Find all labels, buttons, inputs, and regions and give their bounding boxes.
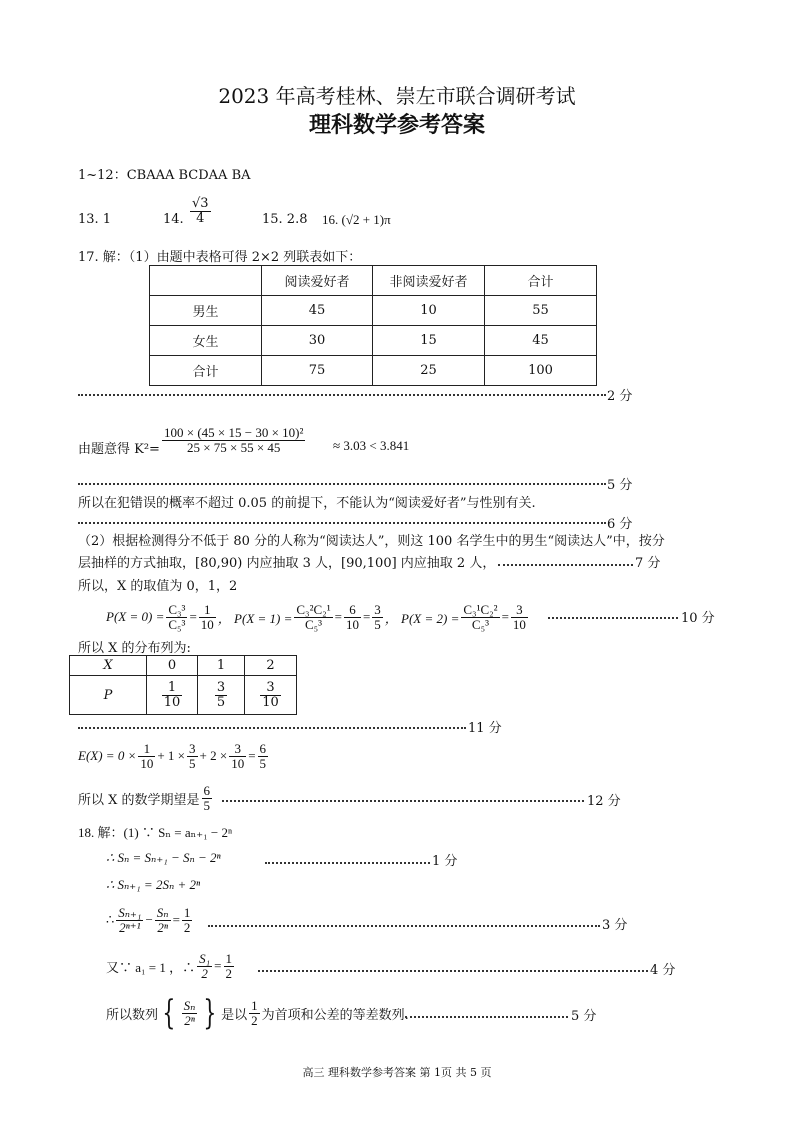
fraction-numerator: √3 <box>192 196 209 211</box>
dotted-leader <box>498 564 633 566</box>
fraction-numerator: Sₙ <box>183 997 196 1013</box>
score-mark: 7 分 <box>635 556 661 571</box>
distribution-title: 所以 X 的分布列为: <box>78 641 191 656</box>
answer-14-fraction <box>188 197 213 225</box>
table-cell: P <box>70 676 147 715</box>
dotted-leader <box>222 800 584 802</box>
table-cell: 10 <box>373 296 485 326</box>
choice-answers: 1~12：CBAAA BCDAA BA <box>78 168 251 183</box>
fraction-denominator: 10 <box>345 616 359 632</box>
score-mark: 5 分 <box>607 478 633 493</box>
equals: = <box>501 609 509 624</box>
k2-prefix: 由题意得 K²= <box>78 442 160 457</box>
table-cell: 合计 <box>150 356 262 386</box>
table-row <box>70 656 297 676</box>
page-footer: 高三 理科数学参考答案 第 1页 共 5 页 <box>302 1066 492 1079</box>
fraction-denominator: 5 <box>189 755 196 771</box>
q18-step5 <box>106 991 409 1035</box>
ex-mid: + 1 × <box>157 748 186 763</box>
contingency-table <box>149 265 597 386</box>
table-cell <box>198 676 245 715</box>
k2-fraction <box>160 426 307 454</box>
table-cell: 100 <box>485 356 597 386</box>
fraction-numerator: 3 <box>229 742 246 757</box>
fraction-numerator: 6 <box>203 782 211 798</box>
table-cell <box>147 676 198 715</box>
dotted-leader <box>78 483 606 485</box>
fraction-numerator: 6 <box>344 603 361 618</box>
table-cell: 女生 <box>150 326 262 356</box>
ex-mid: + 2 × <box>199 748 228 763</box>
fraction-numerator: 1 <box>251 997 258 1013</box>
minus: − <box>145 912 153 927</box>
answer-title: 理科数学参考答案 <box>308 112 485 138</box>
probability-line <box>106 597 530 637</box>
score-mark: 5 分 <box>571 1009 597 1024</box>
expectation-formula <box>78 736 270 776</box>
score-mark: 3 分 <box>602 918 628 933</box>
score-mark: 12 分 <box>587 794 621 809</box>
fraction-denominator: C₅³ <box>168 616 186 632</box>
fraction-numerator: 1 <box>199 603 216 618</box>
fraction-numerator: C₃³ <box>168 601 186 617</box>
q18-step3 <box>106 900 194 940</box>
fraction-denominator: 5 <box>259 755 267 771</box>
fraction-numerator: 1 <box>183 904 191 920</box>
equals: = <box>334 609 342 624</box>
table-cell: 15 <box>373 326 485 356</box>
fraction-numerator: Sₙ₊₁ <box>118 904 142 920</box>
q17-conclusion: 所以在犯错误的概率不超过 0.05 的前提下，不能认为“阅读爱好者”与性别有关. <box>78 496 536 511</box>
score-mark: 4 分 <box>650 963 676 978</box>
answer-16: 16. (√2 + 1)π <box>322 212 391 227</box>
fraction-numerator: 1 <box>138 742 155 757</box>
p1-lhs: ， P(X = 1) = <box>217 610 293 626</box>
right-brace-icon: } <box>203 993 217 1033</box>
fraction-denominator: 2 <box>251 1012 258 1028</box>
dotted-leader <box>78 522 606 524</box>
fraction-numerator: 3 <box>374 601 381 617</box>
score-mark: 10 分 <box>681 611 715 626</box>
table-cell: 55 <box>485 296 597 326</box>
q18-step4 <box>106 946 236 986</box>
fraction-denominator: 5 <box>203 797 211 813</box>
step4-prefix: 又∵ a₁ = 1 ，∴ <box>106 959 196 975</box>
fraction-denominator: 2 <box>201 965 208 981</box>
dotted-leader <box>258 970 648 972</box>
score-mark: 1 分 <box>432 854 458 869</box>
table-row <box>150 356 597 386</box>
table-cell: X <box>70 656 147 676</box>
fraction-denominator: 4 <box>196 210 205 226</box>
q17-part2-line2: 层抽样的方式抽取，[80,90) 内应抽取 3 人，[90,100] 内应抽取 2 人， <box>78 556 496 571</box>
table-header-cell: 合计 <box>485 266 597 296</box>
exam-title: 2023 年高考桂林、崇左市联合调研考试 <box>218 84 576 108</box>
fraction-numerator: S₁ <box>199 950 211 966</box>
table-cell: 25 <box>373 356 485 386</box>
fraction-numerator: Sₙ <box>156 904 169 920</box>
fraction-denominator: 5 <box>374 616 381 632</box>
fraction-denominator: 10 <box>163 694 181 710</box>
table-cell: 1 <box>198 656 245 676</box>
fraction-denominator: 2 <box>183 919 191 935</box>
q18-intro: 18. 解：(1) ∵ Sₙ = aₙ₊₁ − 2ⁿ <box>78 825 233 840</box>
fraction-denominator: 2 <box>225 965 233 981</box>
table-header-cell: 非阅读爱好者 <box>373 266 485 296</box>
table-cell <box>150 266 262 296</box>
equals: = <box>189 609 197 624</box>
fraction-denominator: C₅³ <box>304 616 323 632</box>
fraction-denominator: 10 <box>512 616 526 632</box>
table-cell: 0 <box>147 656 198 676</box>
fraction-numerator: 3 <box>511 603 528 618</box>
k2-result: ≈ 3.03 < 3.841 <box>333 438 410 453</box>
fraction-denominator: 10 <box>262 694 279 710</box>
table-header-row <box>150 266 597 296</box>
step5-prefix: 所以数列 <box>106 1007 159 1023</box>
dotted-leader <box>208 925 600 927</box>
left-brace-icon: { <box>162 993 176 1033</box>
answer-14-label: 14. <box>163 212 184 227</box>
table-cell: 45 <box>262 296 373 326</box>
fraction-denominator: 25 × 75 × 55 × 45 <box>186 439 281 455</box>
q17-intro: 17. 解：（1）由题中表格可得 2×2 列联表如下： <box>78 250 362 265</box>
answer-15: 15. 2.8 <box>262 212 308 227</box>
step5-post: 为首项和公差的等差数列. <box>261 1007 409 1023</box>
table-header-cell: 阅读爱好者 <box>262 266 373 296</box>
fraction-numerator: 100 × (45 × 15 − 30 × 10)² <box>164 425 304 440</box>
ex-lhs: E(X) = 0 × <box>78 748 137 763</box>
table-cell: 75 <box>262 356 373 386</box>
fraction-numerator: C₃¹C₂² <box>463 601 498 617</box>
equals: = <box>172 912 180 927</box>
score-mark: 2 分 <box>607 389 633 404</box>
fraction-numerator: C₃²C₂¹ <box>296 601 331 617</box>
fraction-numerator: 6 <box>259 740 267 756</box>
table-cell: 2 <box>245 656 297 676</box>
x-values-line: 所以，X 的取值为 0，1，2 <box>78 579 238 594</box>
fraction-numerator: 3 <box>260 681 281 696</box>
fraction-denominator: 2ⁿ <box>157 919 168 935</box>
dotted-leader <box>548 617 678 619</box>
p0-lhs: P(X = 0) = <box>106 609 165 624</box>
answer-13: 13. 1 <box>78 212 112 227</box>
table-cell: 30 <box>262 326 373 356</box>
fraction-denominator: 10 <box>231 755 245 771</box>
expectation-conclusion <box>78 778 214 818</box>
dotted-leader <box>265 862 430 864</box>
p2-lhs: ， P(X = 2) = <box>384 610 460 626</box>
table-cell <box>245 676 297 715</box>
fraction-denominator: 10 <box>200 616 214 632</box>
dotted-leader <box>405 1016 568 1018</box>
equals: = <box>362 609 371 624</box>
fraction-numerator: 1 <box>162 681 183 696</box>
score-mark: 6 分 <box>607 517 633 532</box>
q18-step1: ∴ Sₙ = Sₙ₊₁ − Sₙ − 2ⁿ <box>106 850 221 865</box>
dotted-leader <box>78 394 606 396</box>
table-row <box>70 676 297 715</box>
fraction-denominator: C₅³ <box>471 616 490 632</box>
exp-text: 所以 X 的数学期望是 <box>78 792 200 808</box>
table-cell: 45 <box>485 326 597 356</box>
fraction-numerator: 3 <box>189 740 196 756</box>
table-row <box>150 326 597 356</box>
q17-part2-line1: （2）根据检测得分不低于 80 分的人称为“阅读达人”，则这 100 名学生中的男生“阅读达人”中，按分 <box>78 534 665 549</box>
fraction-denominator: 2ⁿ⁺¹ <box>119 919 141 935</box>
therefore-symbol: ∴ <box>106 912 115 927</box>
score-mark: 11 分 <box>468 721 502 736</box>
dotted-leader <box>78 727 466 729</box>
fraction-numerator: 3 <box>216 679 226 695</box>
step5-mid: 是以 <box>221 1007 248 1023</box>
fraction-denominator: 2ⁿ <box>184 1012 195 1028</box>
fraction-denominator: 10 <box>140 755 154 771</box>
equals: = <box>248 748 256 763</box>
distribution-table <box>69 655 297 715</box>
fraction-numerator: 1 <box>225 950 233 966</box>
equals: = <box>214 958 222 973</box>
table-row <box>150 296 597 326</box>
q18-step2: ∴ Sₙ₊₁ = 2Sₙ + 2ⁿ <box>106 877 201 892</box>
table-cell: 男生 <box>150 296 262 326</box>
fraction-denominator: 5 <box>216 694 226 710</box>
